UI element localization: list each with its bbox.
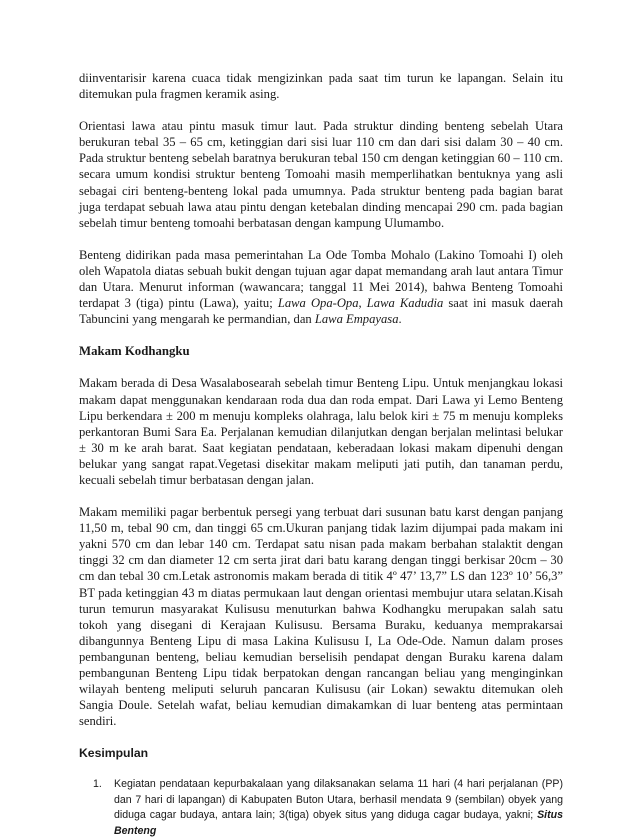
paragraph-orientation: Orientasi lawa atau pintu masuk timur laut. Pada struktur dinding benteng sebelah Utara berukuran tebal 35 – 65 cm, ketinggian dari sisi luar 110 cm dan dari sisi dalam 30 – 40 cm. Pada struktur benteng sebelah baratnya berukuran tebal 150 cm dengan ketinggian 60 – 110 cm. secara umum kondisi struktur benteng Tomoahi masih memperlihatkan bentuknya yang asli sebagai ciri benteng-benteng lokal pada umumnya. Pada struktur benteng pada bagian barat juga terdapat sebuah lawa atau pintu dengan ketebalan dinding mencapai 290 cm. pada bagian sebelah timur benteng tomoahi berbatasan dengan kampung Ulumambo.	[79, 119, 563, 230]
text-run: saat ini masuk daerah Tabuncini yang mengarah ke permandian, dan	[79, 296, 564, 327]
paragraph-inventory: diinventarisir karena cuaca tidak mengizinkan pada saat tim turun ke lapangan. Selain itu ditemukan pula fragmen keramik asing.	[79, 71, 563, 102]
paragraph-makam-description: Makam memiliki pagar berbentuk persegi yang terbuat dari susunan batu karst dengan panjang 11,50 m, tebal 90 cm, dan tinggi 65 cm.Ukuran panjang tidak lazim dijumpai pada makam ini yakni 570 cm dan lebar 140 cm. Terdapat satu nisan pada makam berbahan stalaktit dengan tinggi 32 cm dan diameter 12 cm serta jirat dari batu karang dengan tinggi berkisar 20cm – 30 cm dan tebal 30 cm.Letak astronomis makam berada di titik 4º 47’ 13,7” LS dan 123º 10’ 56,3” BT pada ketinggian 43 m diatas permukaan laut dengan orientasi membujur utara selatan.Kisah turun temurun masyarakat Kulisusu menuturkan bahwa Kodhangku merupakan salah satu tokoh yang disegani di Kerajaan Kulisusu. Bersama Buraku, keduanya memprakarsai dibangunnya Benteng Lipu di masa Lakina Kulisusu I, La Ode-Ode. Namun dalam proses pembangunan benteng, beliau kemudian berselisih pendapat dengan Buraku karena dalam pembangunan Benteng Lipu tidak berpatokan dengan rancangan beliau yang menginginkan wilayah benteng meliputi seluruh pancaran Kulisusu (air Lokan) sewaktu ditemukan oleh Sangia Doule. Setelah wafat, beliau kemudian dimakamkan di luar benteng atas permintaan sendiri.	[79, 505, 563, 729]
paragraph-benteng-history	[79, 247, 563, 327]
text-run: .	[398, 312, 402, 327]
heading-makam-kodhangku: Makam Kodhangku	[79, 344, 190, 359]
text-run: ,	[358, 296, 367, 311]
list-item	[79, 777, 563, 839]
italic-lawa-empayasa: Lawa Empayasa	[314, 312, 399, 327]
italic-lawa-opa-opa: Lawa Opa-Opa	[277, 296, 359, 311]
list-item-bold-italic: Situs Benteng	[114, 809, 563, 837]
italic-lawa-kadudia: Lawa Kadudia	[366, 296, 444, 311]
conclusion-list	[79, 777, 563, 839]
document-body	[79, 70, 563, 839]
heading-kesimpulan: Kesimpulan	[79, 746, 149, 761]
paragraph-makam-location: Makam berada di Desa Wasalabosearah sebelah timur Benteng Lipu. Untuk menjangkau lokasi makam dapat menggunakan kendaraan roda dua dan roda empat. Dari Lawa yi Lemo Benteng Lipu berkendara ± 200 m menuju kompleks olahraga, lalu belok kiri ± 75 m menuju kompleks perkantoran Bumi Sara Ea. Perjalanan kemudian dilanjutkan dengan berjalan melintasi belukar ± 30 m ke arah barat. Saat kegiatan pendataan, keberadaan lokasi makam dipenuhi dengan belukar yang sangat rapat.Vegetasi disekitar makam meliputi jati putih, dan tanaman perdu, kecuali sebelah timur berbatasan dengan jalan.	[79, 376, 563, 487]
text-run: Benteng didirikan pada masa pemerintahan La Ode Tomba Mohalo (Lakino Tomoahi I) oleh oleh Wapatola diatas sebuah bukit dengan tujuan agar dapat memandang arah laut antara Timur dan Utara. Menurut informan (wawancara; tanggal 11 Mei 2014), bahwa Benteng Tomoahi terdapat 3 (tiga) pintu (Lawa), yaitu;	[79, 247, 563, 311]
list-item-text: Kegiatan pendataan kepurbakalaan yang dilaksanakan selama 11 hari (4 hari perjalanan (PP) dan 7 hari di lapangan) di Kabupaten Buton Utara, berhasil mendata 9 (sembilan) obyek yang diduga cagar budaya, antara lain; 3(tiga) obyek situs yang diduga cagar budaya, yakni;	[114, 778, 563, 822]
list-item-number: 1.	[93, 778, 102, 791]
